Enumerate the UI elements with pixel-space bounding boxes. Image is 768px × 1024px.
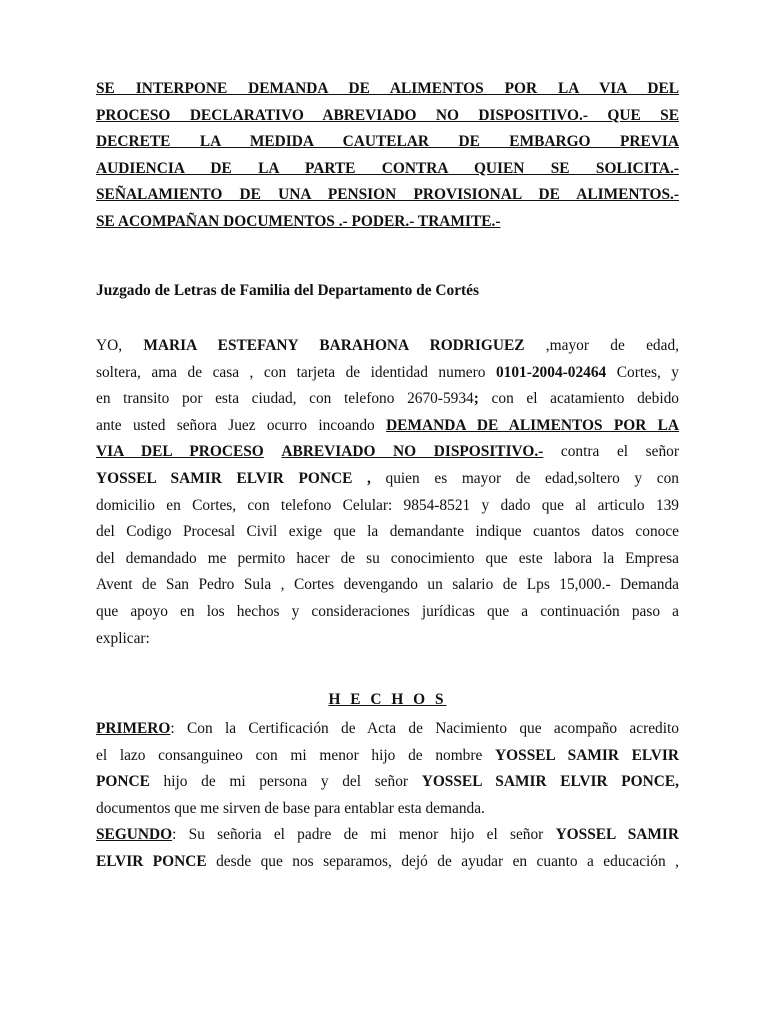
heading-line: SE ACOMPAÑAN DOCUMENTOS .- PODER.- TRAMITE.- [96, 212, 501, 230]
heading-line: AUDIENCIA DE LA PARTE CONTRA QUIEN SE SOLICITA.- [96, 159, 679, 177]
section-title-hechos: H E C H O S [328, 691, 447, 708]
heading-line: PROCESO DECLARATIVO ABREVIADO NO DISPOSITIVO.- QUE SE [96, 106, 679, 124]
fact-label-primero: PRIMERO [96, 720, 171, 737]
id-number: 0101-2004-02464 [495, 363, 607, 381]
heading-line: SE INTERPONE DEMANDA DE ALIMENTOS POR LA VIA DEL [96, 80, 679, 97]
plaintiff-name: MARIA ESTEFANY BARAHONA RODRIGUEZ [143, 337, 525, 354]
document-heading [96, 76, 679, 236]
fact-label-segundo: SEGUNDO [96, 826, 173, 844]
intro-paragraph: YO, MARIA ESTEFANY BARAHONA RODRIGUEZ ,mayor de edad, soltera, ama de casa , con tarjeta de identidad numero 0101-2004-02464 Cortes, y en transito por esta ciudad, con telefono 2670-5934; con el acatamiento debido ante usted señora Juez ocurro incoando DEMANDA DE ALIMENTOS POR LA VIA DEL PROCESO ABREVIADO NO DISPOSITIVO.- contra el señor YOSSEL SAMIR ELVIR PONCE , quien es mayor de edad,soltero y con domicilio en Cortes, con telefono Celular: 9854-8521 y dado que al articulo 139 del Codigo Procesal Civil exige que la demandante indique cuantos datos conoce del demandado me permito hacer de su conocimiento que este labora la Empresa Avent de San Pedro Sula , Cortes devengando un salario de Lps 15,000.- Demanda que apoyo en los hechos y consideraciones jurídicas que a continuación paso a explicar: [96, 337, 679, 647]
facts-section: PRIMERO: Con la Certificación de Acta de Nacimiento que acompaño acredito el lazo consanguineo con mi menor hijo de nombre YOSSEL SAMIR ELVIR PONCE hijo de mi persona y del señor YOSSEL SAMIR ELVIR PONCE, documentos que me sirven de base para entablar esta demanda. SEGUNDO: Su señoria el padre de mi menor hijo el señor YOSSEL SAMIR ELVIR PONCE desde que nos separamos, dejó de ayudar en cuanto a educación , [96, 720, 679, 870]
heading-line: SEÑALAMIENTO DE UNA PENSION PROVISIONAL DE ALIMENTOS.- [96, 186, 679, 204]
defendant-name: YOSSEL SAMIR ELVIR PONCE , [96, 469, 371, 487]
court-name: Juzgado de Letras de Familia del Departamento de Cortés [96, 282, 479, 299]
heading-line: DECRETE LA MEDIDA CAUTELAR DE EMBARGO PREVIA [96, 133, 679, 151]
demand-title: DEMANDA DE ALIMENTOS POR LA [386, 416, 679, 434]
